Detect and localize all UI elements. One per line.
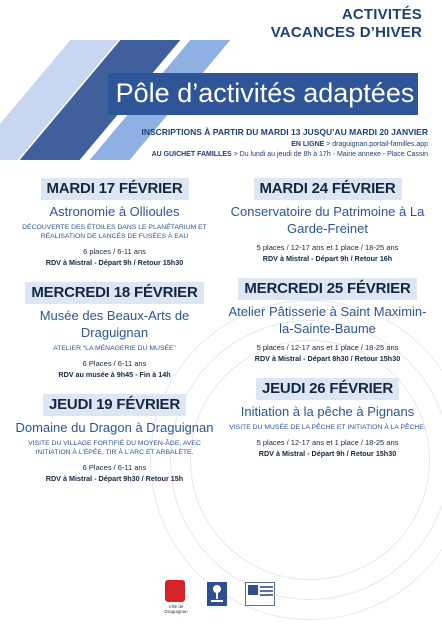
inscriptions-info: INSCRIPTIONS À PARTIR DU MARDI 13 JUSQU’AU MARDI 20 JANVIER xyxy=(141,127,428,137)
event-description: DÉCOUVERTE DES ÉTOILES DANS LE PLANÉTARIUM ET RÉALISATION DE LANCÉS DE FUSÉES À EAU xyxy=(22,224,207,240)
header-title-block xyxy=(271,6,422,42)
logo-label: Ville de Draguignan xyxy=(164,604,188,614)
event-places: 6 Places / 6-11 ans xyxy=(82,463,147,472)
event-name: Atelier Pâtisserie à Saint Maximin-la-Sainte-Baume xyxy=(228,304,427,336)
header xyxy=(0,0,442,190)
event-card xyxy=(12,282,217,380)
registration-details xyxy=(152,140,428,160)
event-card xyxy=(225,178,430,264)
event-description: VISITE DU MUSÉE DE LA PÊCHE ET INITIATION À LA PÊCHE. xyxy=(229,424,426,431)
guichet-info: > Du lundi au jeudi de 8h à 17h - Mairie annexe - Place Cassin xyxy=(231,151,428,158)
guichet-label: AU GUICHET FAMILLES xyxy=(151,151,232,158)
event-card xyxy=(12,394,217,484)
event-card xyxy=(225,378,430,459)
event-places: 6 places / 6-11 ans xyxy=(83,247,146,256)
event-description: VISITE DU VILLAGE FORTIFIÉ DU MOYEN-ÂGE, AVEC INITIATION À L’ÉPÉE, TIR À L’ARC ET ARBALÈTE. xyxy=(28,440,201,456)
right-column xyxy=(225,178,430,473)
left-column xyxy=(12,178,217,498)
online-link[interactable]: > draguignan.portail-familles.app xyxy=(324,141,428,148)
online-line xyxy=(152,140,428,150)
header-line2: VACANCES D’HIVER xyxy=(270,24,422,41)
event-rdv: RDV à Mistral - Départ 9h30 / Retour 15h xyxy=(45,474,184,483)
event-description: ATELIER “LA MÉNAGERIE DU MUSÉE” xyxy=(53,345,176,352)
draguignan-crest-icon xyxy=(165,580,185,602)
online-label: EN LIGNE xyxy=(291,141,325,148)
event-name: Domaine du Dragon à Draguignan xyxy=(15,420,214,435)
event-rdv: RDV à Mistral - Départ 9h / Retour 16h xyxy=(262,254,393,263)
event-name: Initiation à la pêche à Pignans xyxy=(240,404,415,419)
event-date: MERCREDI 25 FÉVRIER xyxy=(238,278,416,300)
event-date: JEUDI 26 FÉVRIER xyxy=(256,378,399,400)
header-line1: ACTIVITÉS xyxy=(341,6,422,23)
event-card xyxy=(12,178,217,268)
event-rdv: RDV à Mistral - Départ 8h30 / Retour 15h30 xyxy=(254,354,401,363)
event-name: Conservatoire du Patrimoine à La Garde-Freinet xyxy=(230,204,425,236)
event-places: 5 places / 12-17 ans et 1 place / 18-25 ans xyxy=(256,343,399,352)
footer-logos xyxy=(165,580,295,620)
page-title: Pôle d’activités adaptées xyxy=(115,78,415,108)
event-name: Musée des Beaux-Arts de Draguignan xyxy=(39,308,190,340)
event-date: JEUDI 19 FÉVRIER xyxy=(43,394,186,416)
family-tree-icon xyxy=(207,582,227,606)
event-rdv: RDV à Mistral - Départ 9h / Retour 15h30 xyxy=(258,449,397,458)
library-logo-icon xyxy=(245,582,275,606)
event-card xyxy=(225,278,430,364)
event-places: 6 Places / 6-11 ans xyxy=(82,359,147,368)
event-rdv: RDV au musée à 9h45 - Fin à 14h xyxy=(58,370,171,379)
event-places: 5 places / 12-17 ans et 1 place / 18-25 ans xyxy=(256,243,399,252)
event-date: MARDI 24 FÉVRIER xyxy=(254,178,402,200)
event-rdv: RDV à Mistral - Départ 9h / Retour 15h30 xyxy=(45,258,184,267)
event-date: MERCREDI 18 FÉVRIER xyxy=(25,282,203,304)
event-name: Astronomie à Ollioules xyxy=(49,204,180,219)
event-places: 5 places / 12-17 ans et 1 place / 18-25 ans xyxy=(256,438,399,447)
event-date: MARDI 17 FÉVRIER xyxy=(41,178,189,200)
guichet-line xyxy=(152,150,428,160)
